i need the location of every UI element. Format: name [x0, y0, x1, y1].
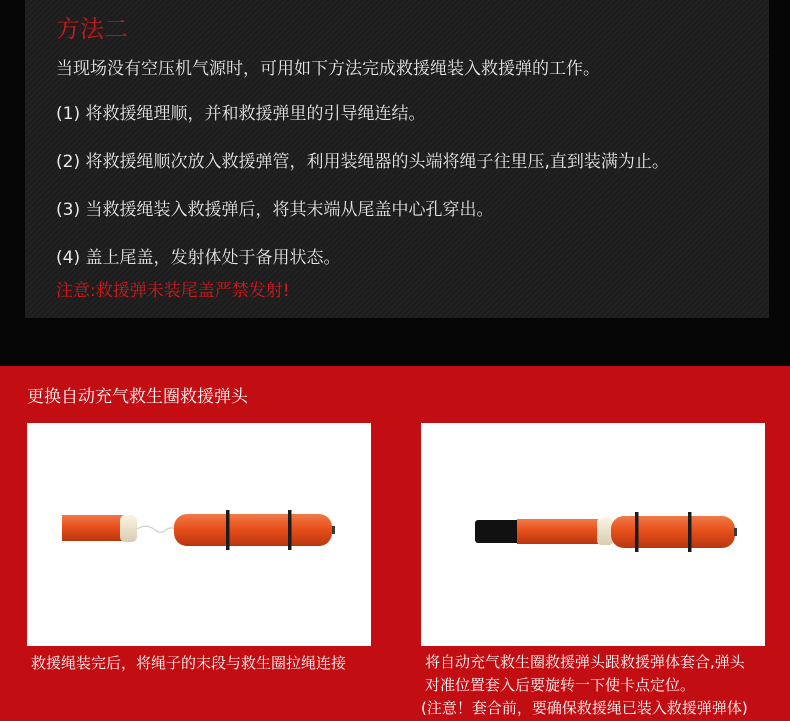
right-caption-line-1: 将自动充气救生圈救援弹头跟救援弹体套合,弹头: [425, 653, 745, 671]
method-step-3: (3) 当救援绳装入救援弹后，将其末端从尾盖中心孔穿出。: [56, 200, 494, 220]
method-heading: 方法二: [56, 15, 128, 43]
projectile-body: [517, 519, 601, 544]
strap-band: [688, 512, 692, 552]
tail-cap: [120, 515, 137, 542]
head-assembly-illustration: [421, 423, 765, 646]
lifebuoy-cylinder: [611, 516, 735, 548]
strap-band: [635, 512, 639, 552]
right-caption-line-3: (注意！套合前，要确保救援绳已装入救援弹弹体): [421, 699, 748, 717]
photo-head-assembly: [421, 423, 765, 646]
replace-section: [0, 366, 790, 721]
left-caption: 救援绳装完后，将绳子的末段与救生圈拉绳连接: [31, 654, 347, 672]
method-step-2: (2) 将救援绳顺次放入救援弹管，利用装绳器的头端将绳子往里压,直到装满为止。: [56, 152, 669, 172]
section-title: 更换自动充气救生圈救援弹头: [27, 387, 248, 407]
projectile-body: [62, 515, 128, 541]
rope-connection-illustration: [27, 423, 371, 646]
method-step-1: (1) 将救援绳理顺，并和救援弹里的引导绳连结。: [56, 104, 426, 124]
method-step-4: (4) 盖上尾盖，发射体处于备用状态。: [56, 248, 341, 268]
photo-rope-connection: [27, 423, 371, 646]
lifebuoy-cylinder: [174, 514, 332, 546]
method-panel: [25, 0, 769, 318]
strap-band: [226, 510, 230, 550]
launcher-barrel: [475, 520, 521, 543]
strap-band: [288, 510, 292, 550]
method-intro: 当现场没有空压机气源时，可用如下方法完成救援绳装入救援弹的工作。: [56, 59, 600, 79]
right-caption-line-2: 对准位置套入后要旋转一下使卡点定位。: [425, 676, 696, 694]
tail-cap: [597, 518, 613, 545]
warning-text: 注意:救援弹未装尾盖严禁发射!: [56, 281, 290, 301]
rope-link: [137, 526, 177, 532]
